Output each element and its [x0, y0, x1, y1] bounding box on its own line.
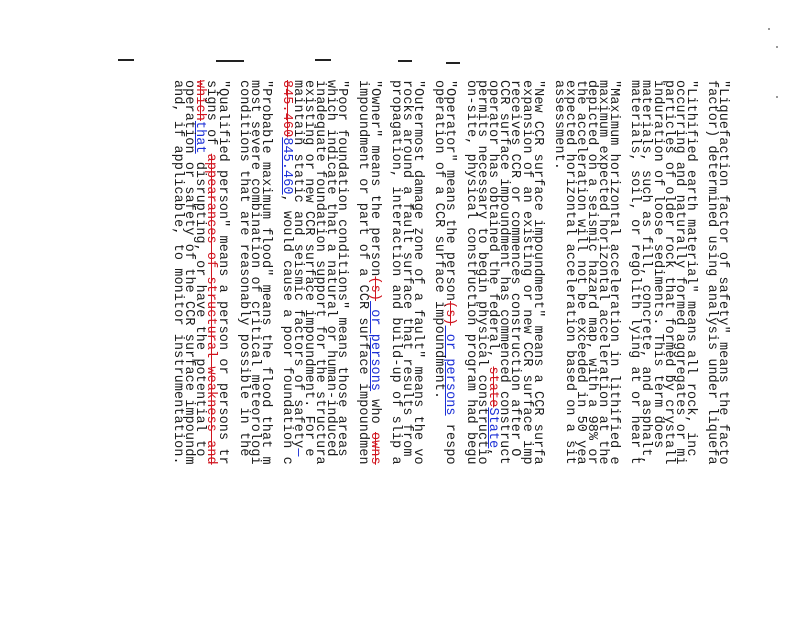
text-run: "Operator" means the person	[442, 80, 458, 302]
text-run: "Poor foundation conditions" means those areas	[334, 80, 350, 457]
deleted-text: (s)	[366, 276, 382, 302]
text-run: "Outermost damage zone of a fault" means the vo	[409, 80, 425, 465]
text-line	[430, 80, 446, 618]
definition-paragraph	[235, 80, 273, 618]
scan-speck	[776, 46, 778, 48]
scan-mark	[118, 59, 134, 61]
text-line	[387, 80, 403, 618]
definition-paragraph	[629, 80, 696, 618]
text-run: operation of a CCR surface impoundment.	[430, 80, 446, 400]
text-run: rocks around a fault surface that results from	[398, 80, 414, 457]
text-line	[170, 80, 186, 618]
text-run: "New CCR surface impoundment" means a CCR surfa	[529, 80, 545, 465]
document-body	[28, 80, 728, 618]
text-run: induration of loose sediments. This term does	[649, 80, 665, 449]
definition-paragraph	[550, 80, 622, 618]
text-run: depicted on a seismic hazard map, with a 98% or	[584, 80, 600, 465]
deleted-text: (s)	[442, 301, 458, 326]
text-run: expansion of an existing or new CCR surface imp	[518, 80, 534, 465]
text-run: particles of older rock that formed by crystall	[660, 80, 676, 465]
text-run: CCR surface impoundment has commenced construct	[496, 80, 512, 465]
text-run: "Qualified person" means a person or persons tr	[214, 80, 230, 465]
definition-paragraph	[465, 80, 543, 618]
text-run: materials, soil, or regolith lying at or near t	[627, 80, 643, 465]
scan-speck	[768, 28, 770, 30]
text-run: , would cause a poor foundation c	[278, 194, 294, 465]
text-run: respo	[442, 415, 458, 465]
text-run: the acceleration will not be exceeded in 50 yea	[572, 80, 588, 465]
inserted-text: 845.460	[278, 137, 294, 195]
deleted-text: 845.460	[278, 80, 294, 138]
text-line	[703, 80, 719, 618]
text-run: expected horizontal acceleration based on a sit	[561, 80, 577, 465]
text-run: "Maximum horizontal acceleration in lithified e	[606, 80, 622, 465]
text-run: maximum expected horizontal acceleration at the	[595, 80, 611, 465]
deleted-text: state	[485, 366, 501, 408]
scan-mark	[216, 60, 244, 62]
text-run: which indicate that a natural or human-induced	[323, 80, 339, 457]
text-run: "Owner" means the person	[366, 80, 382, 277]
inserted-text: or persons	[366, 301, 382, 392]
text-run: disrupting, or have the potential to	[192, 153, 208, 457]
text-run: inadequate foundation support for the structura	[312, 80, 328, 465]
text-run: who	[366, 391, 382, 433]
text-run: operator has obtained the federal,	[485, 80, 501, 367]
text-run: "Lithified earth material" means all rock, inc	[682, 80, 698, 457]
text-run: impoundment or part of a CCR surface impoundmen	[355, 80, 371, 465]
definition-paragraph	[170, 80, 230, 618]
definition-paragraph	[278, 80, 350, 618]
definition-paragraph	[355, 80, 382, 618]
deleted-text: owns	[366, 432, 382, 465]
text-run: materials, such as fill, concrete, and asphalt,	[638, 80, 654, 465]
text-line	[278, 80, 294, 618]
text-run: permits necessary to begin physical constructio	[474, 80, 490, 465]
scan-mark	[446, 62, 460, 64]
text-run: propagation, interaction and build-up of slip a	[387, 80, 403, 465]
scan-speck	[776, 96, 778, 98]
text-run: existing or new CCR surface impoundment. For e	[301, 80, 317, 457]
text-run: occurring and naturally formed aggregates or mi	[671, 80, 687, 465]
text-run: "Liquefaction factor of safety" means the facto	[715, 80, 730, 465]
text-run: "Probable maximum flood" means the flood that m	[257, 80, 273, 465]
text-line	[235, 80, 251, 618]
inserted-text: or persons	[442, 325, 458, 416]
text-run: maintain static and seismic factors of safety	[290, 80, 305, 449]
text-run: receives CCR or commences construction after O	[507, 80, 523, 457]
definition-paragraph	[387, 80, 425, 618]
definition-paragraph	[430, 80, 458, 618]
deleted-text: which	[192, 80, 208, 121]
text-line	[463, 80, 479, 618]
text-run: and, if applicable, to monitor instrumentation.	[170, 80, 186, 465]
text-run: most severe combination of critical meteorologi	[246, 80, 262, 465]
inserted-text: that	[192, 120, 208, 154]
definition-paragraph	[703, 80, 730, 618]
deleted-text: appearances of structural weakness and	[203, 153, 219, 465]
text-line	[355, 80, 371, 618]
inserted-text: State	[485, 407, 501, 449]
text-run: assessment.	[550, 80, 566, 171]
text-run: conditions that are reasonably possible in the	[235, 80, 251, 457]
text-run: signs of	[203, 80, 219, 154]
text-run: factor) determined using analysis under liquefa	[703, 80, 719, 465]
text-run: on-site, physical construction program had begu	[463, 80, 479, 465]
text-run: operation or safety of the CCR surface impoundm	[181, 80, 197, 465]
text-line	[627, 80, 643, 618]
text-run: ,	[485, 448, 501, 457]
scan-mark	[315, 59, 331, 61]
text-run: —	[290, 448, 305, 457]
scan-mark	[398, 60, 412, 62]
